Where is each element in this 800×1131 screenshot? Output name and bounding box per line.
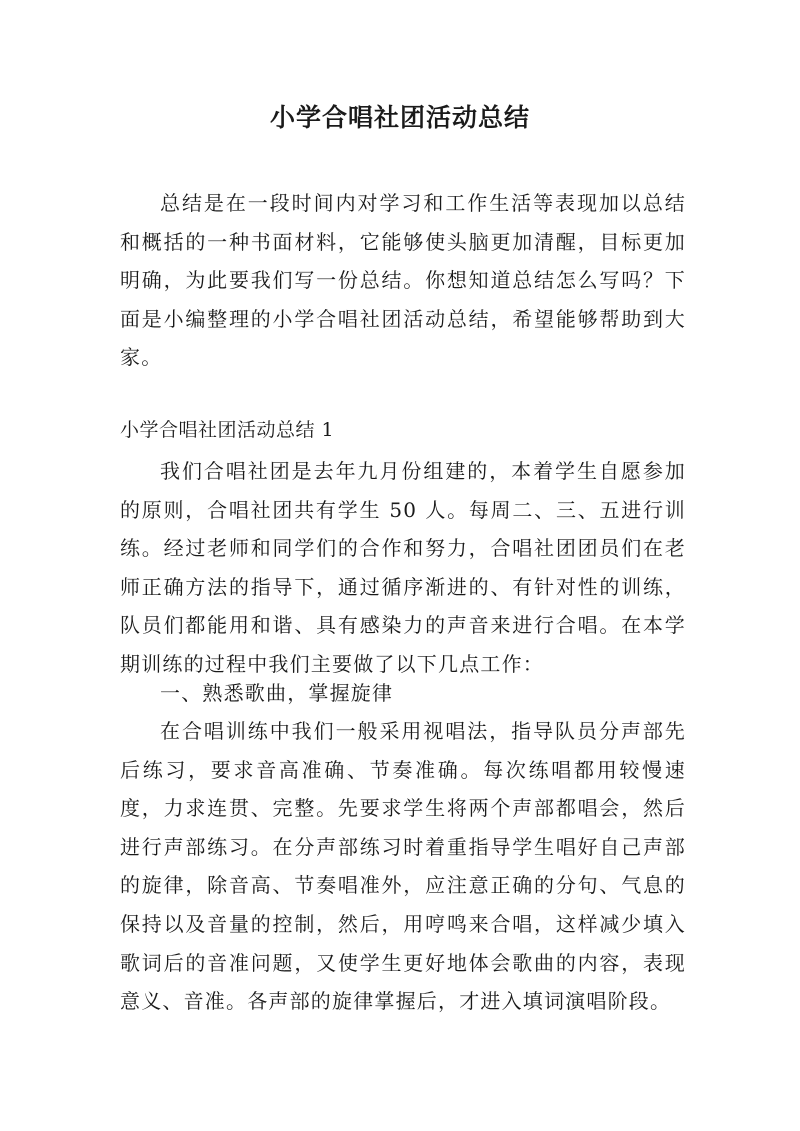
document-title: 小学合唱社团活动总结 <box>269 103 530 132</box>
intro-paragraph: 总结是在一段时间内对学习和工作生活等表现加以总结和概括的一种书面材料，它能够使头脑更加清醒，目标更加明确，为此要我们写一份总结。你想知道总结怎么写吗？下面是小编整理的小学合唱社团活动总结，希望能够帮助到大家。 <box>120 191 686 370</box>
body-paragraph-2: 在合唱训练中我们一般采用视唱法，指导队员分声部先后练习，要求音高准确、节奏准确。每次练唱都用较慢速度，力求连贯、完整。先要求学生将两个声部都唱会，然后进行声部练习。在分声部练习时着重指导学生唱好自己声部的旋律，除音高、节奏唱准外，应注意正确的分句、气息的保持以及音量的控制，然后，用哼鸣来合唱，这样减少填入歌词后的音准问题，又使学生更好地体会歌曲的内容，表现意义、音准。各声部的旋律掌握后，才进入填词演唱阶段。 <box>120 719 686 1014</box>
subheading-1: 一、熟悉歌曲，掌握旋律 <box>160 681 394 705</box>
body-paragraph-1: 我们合唱社团是去年九月份组建的，本着学生自愿参加的原则，合唱社团共有学生 50 人。每周二、三、五进行训练。经过老师和同学们的合作和努力，合唱社团团员们在老师正确方法的指导下，通过循序渐进的、有针对性的训练，队员们都能用和谐、具有感染力的声音来进行合唱。在本学期训练的过程中我们主要做了以下几点工作： <box>120 459 686 676</box>
section-heading: 小学合唱社团活动总结 1 <box>120 419 335 441</box>
